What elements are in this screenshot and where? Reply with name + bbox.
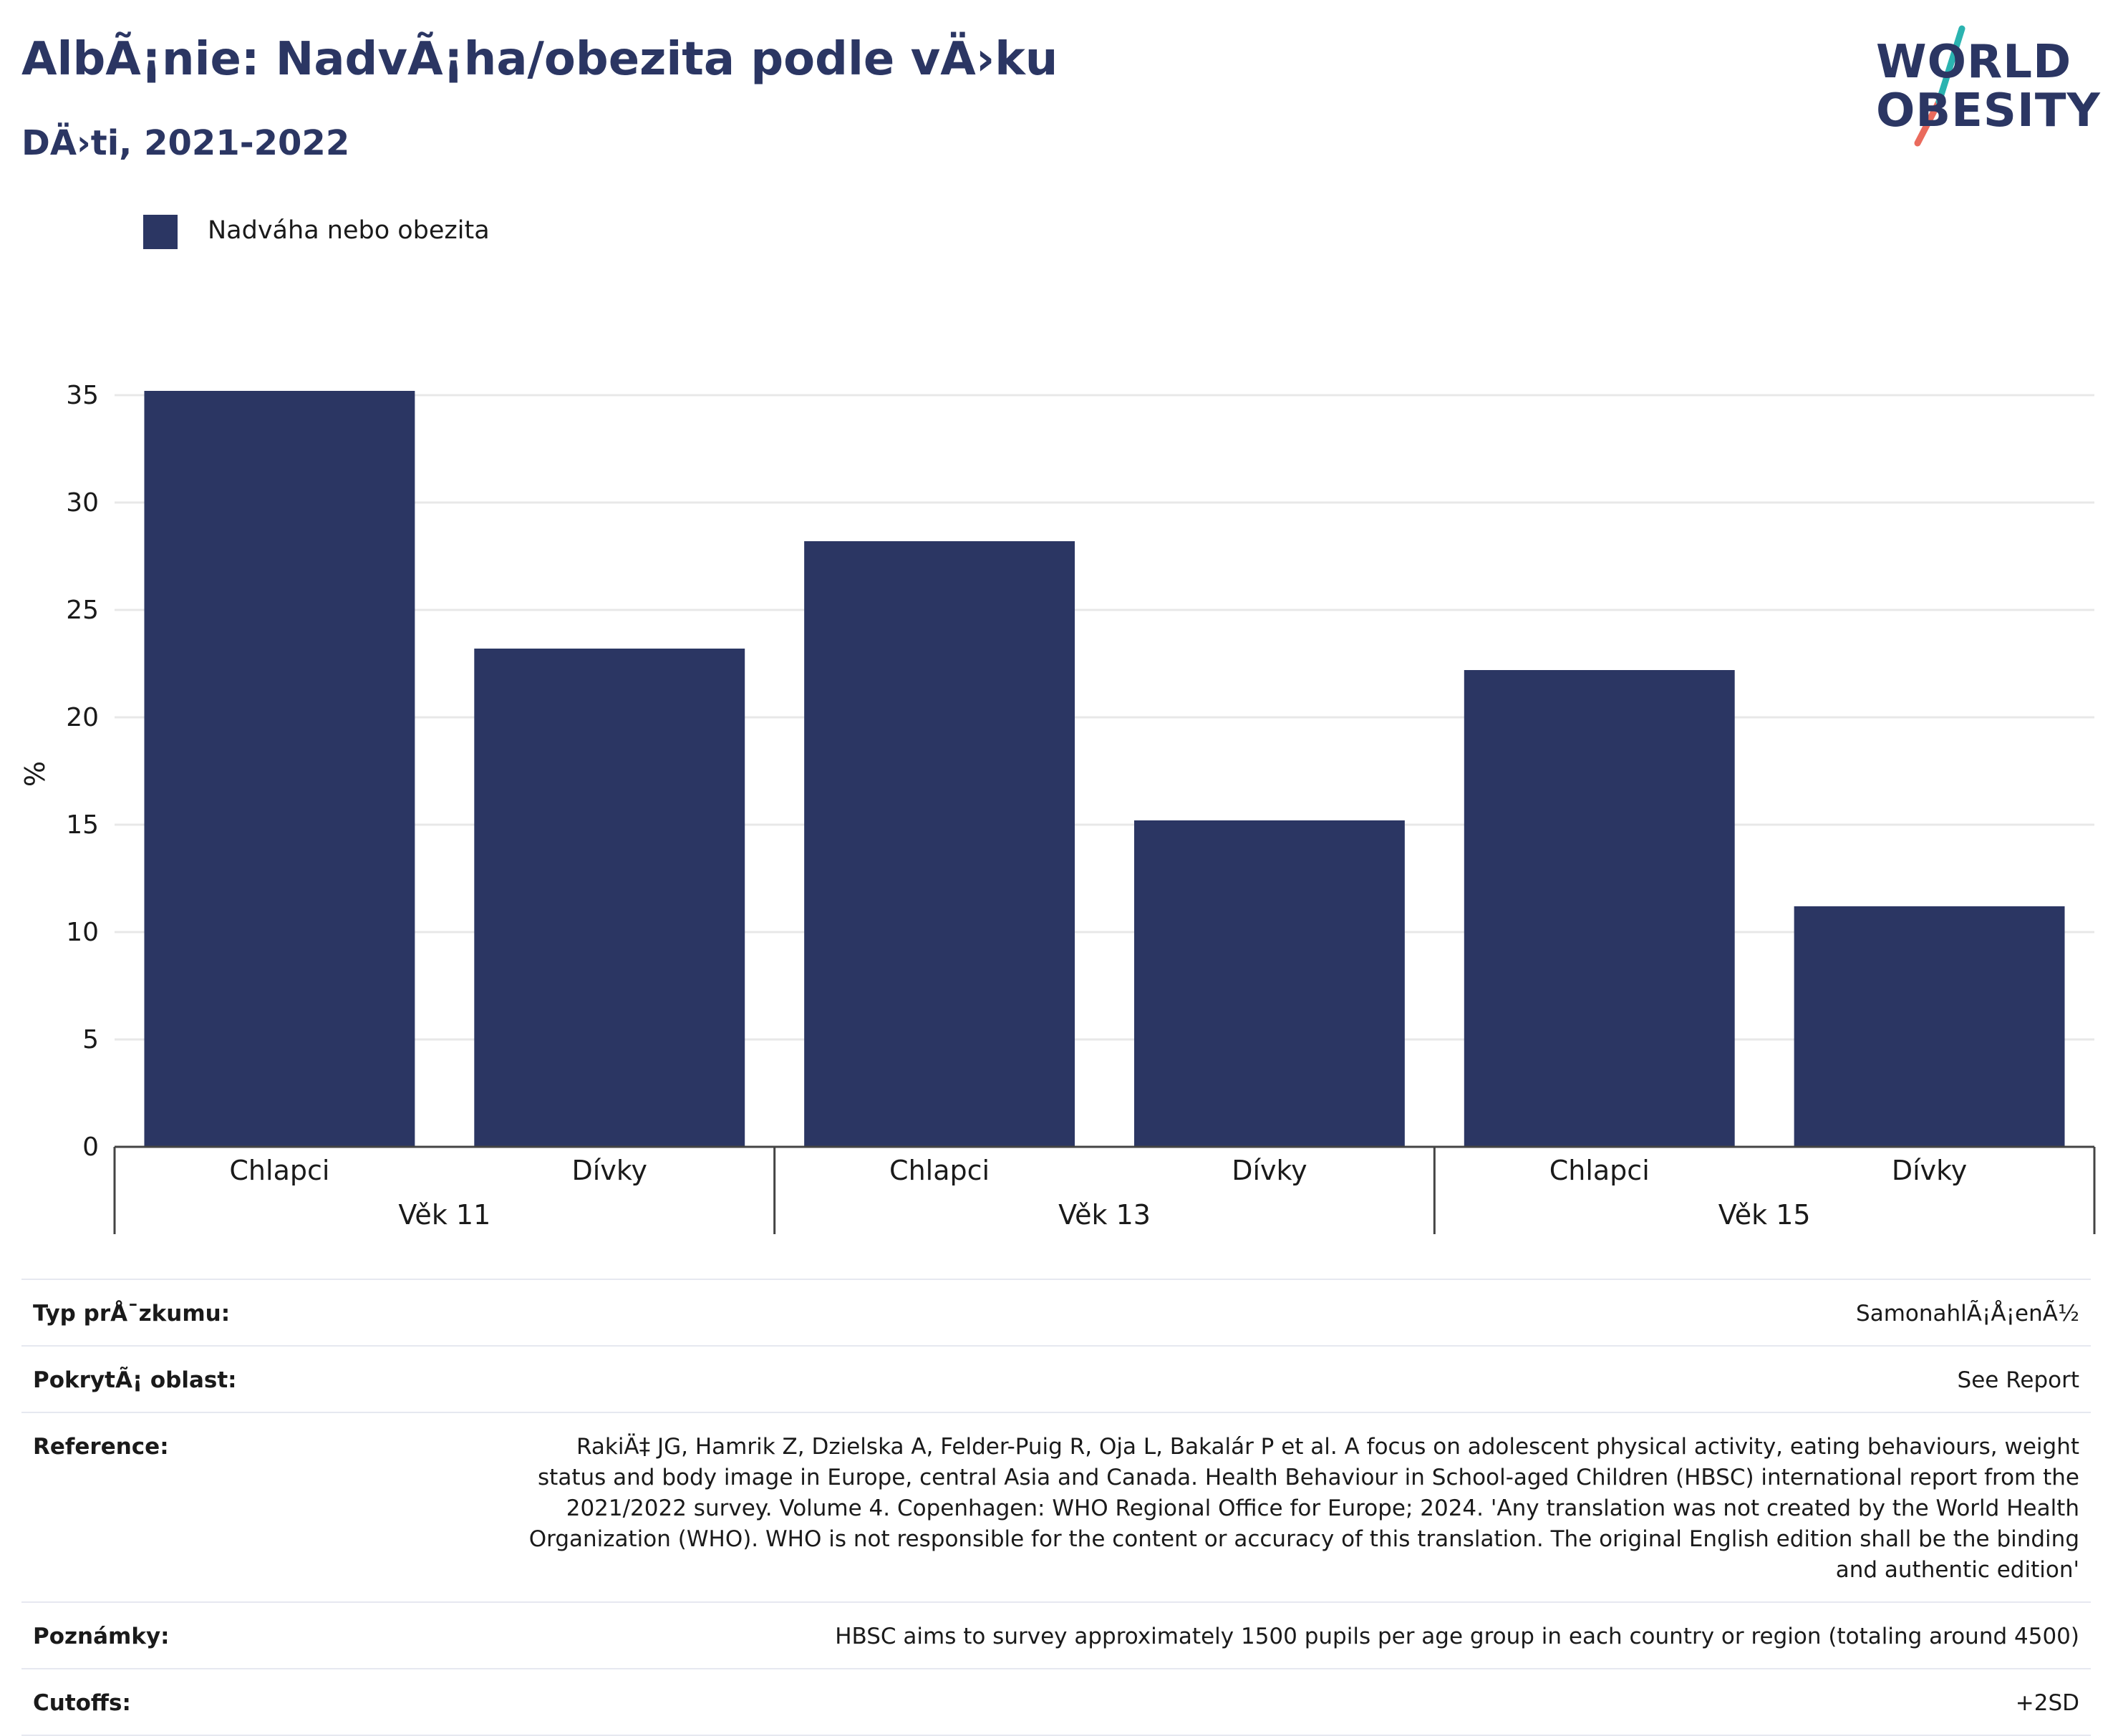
x-tick-label: Chlapci xyxy=(229,1155,330,1186)
bar xyxy=(1134,820,1405,1147)
bar xyxy=(144,391,415,1147)
x-tick-label: Dívky xyxy=(1232,1155,1307,1186)
x-tick-label: Dívky xyxy=(571,1155,647,1186)
y-tick-label: 20 xyxy=(66,703,99,732)
legend-label: Nadváha nebo obezita xyxy=(208,216,490,245)
info-value: +2SD xyxy=(2015,1690,2079,1716)
info-label: Reference: xyxy=(33,1434,169,1460)
y-tick-label: 5 xyxy=(82,1025,99,1054)
x-tick-label: Dívky xyxy=(1891,1155,1968,1186)
logo-text-obesity: OBESITY xyxy=(1876,84,2101,137)
info-table xyxy=(21,1279,2091,1736)
info-label: PokrytÃ¡ oblast: xyxy=(33,1367,237,1393)
x-tick-label: Chlapci xyxy=(889,1155,990,1186)
bar xyxy=(804,541,1075,1147)
y-axis-label: % xyxy=(19,760,51,787)
y-tick-label: 10 xyxy=(66,918,99,947)
bar xyxy=(1794,906,2065,1147)
y-tick-label: 0 xyxy=(82,1133,99,1162)
x-tick-label: Chlapci xyxy=(1549,1155,1650,1186)
bars xyxy=(144,391,2064,1147)
info-label: Typ prÅ¯zkumu: xyxy=(33,1301,231,1327)
info-label: Cutoffs: xyxy=(33,1690,131,1716)
info-row-coverage xyxy=(21,1345,2091,1412)
group-label: Věk 11 xyxy=(398,1199,491,1231)
info-row-cutoffs xyxy=(21,1668,2091,1736)
info-value: HBSC aims to survey approximately 1500 pupils per age group in each country or region (totaling around 4500) xyxy=(835,1624,2079,1649)
y-tick-label: 35 xyxy=(66,381,99,410)
info-row-survey-type xyxy=(21,1279,2091,1345)
chart-title: AlbÃ¡nie: NadvÃ¡ha/obezita podle vÄ›ku xyxy=(21,33,1058,86)
info-value: SamonahlÃ¡Å¡enÃ½ xyxy=(1856,1301,2079,1327)
logo-text-world: WORLD xyxy=(1876,36,2072,89)
bar xyxy=(1464,670,1735,1147)
info-value: RakiÄ‡ JG, Hamrik Z, Dzielska A, Felder-Puig R, Oja L, Bakalár P et al. A focus on adolescent physical activity, eating behaviours, weight status and body image in Europe, central Asia and Canada. Health Behaviour in School-aged Children (HBSC) international report from the 2021/2022 survey. Volume 4. Copenhagen: WHO Regional Office for Europe; 2024. 'Any translation was not created by the World Health Organization (WHO). WHO is not responsible for the content or accuracy of this translation. The original English edition shall be the binding and authentic edition' xyxy=(528,1434,2079,1583)
y-tick-label: 25 xyxy=(66,596,99,625)
y-tick-label: 30 xyxy=(66,488,99,518)
info-label: Poznámky: xyxy=(33,1624,170,1649)
info-row-notes xyxy=(21,1601,2091,1668)
group-label: Věk 13 xyxy=(1058,1199,1151,1231)
group-label: Věk 15 xyxy=(1718,1199,1811,1231)
y-tick-label: 15 xyxy=(66,810,99,840)
bar xyxy=(474,649,745,1147)
info-row-reference xyxy=(21,1412,2091,1601)
chart-subtitle: DÄ›ti, 2021-2022 xyxy=(21,123,350,163)
info-value: See Report xyxy=(1957,1367,2079,1393)
